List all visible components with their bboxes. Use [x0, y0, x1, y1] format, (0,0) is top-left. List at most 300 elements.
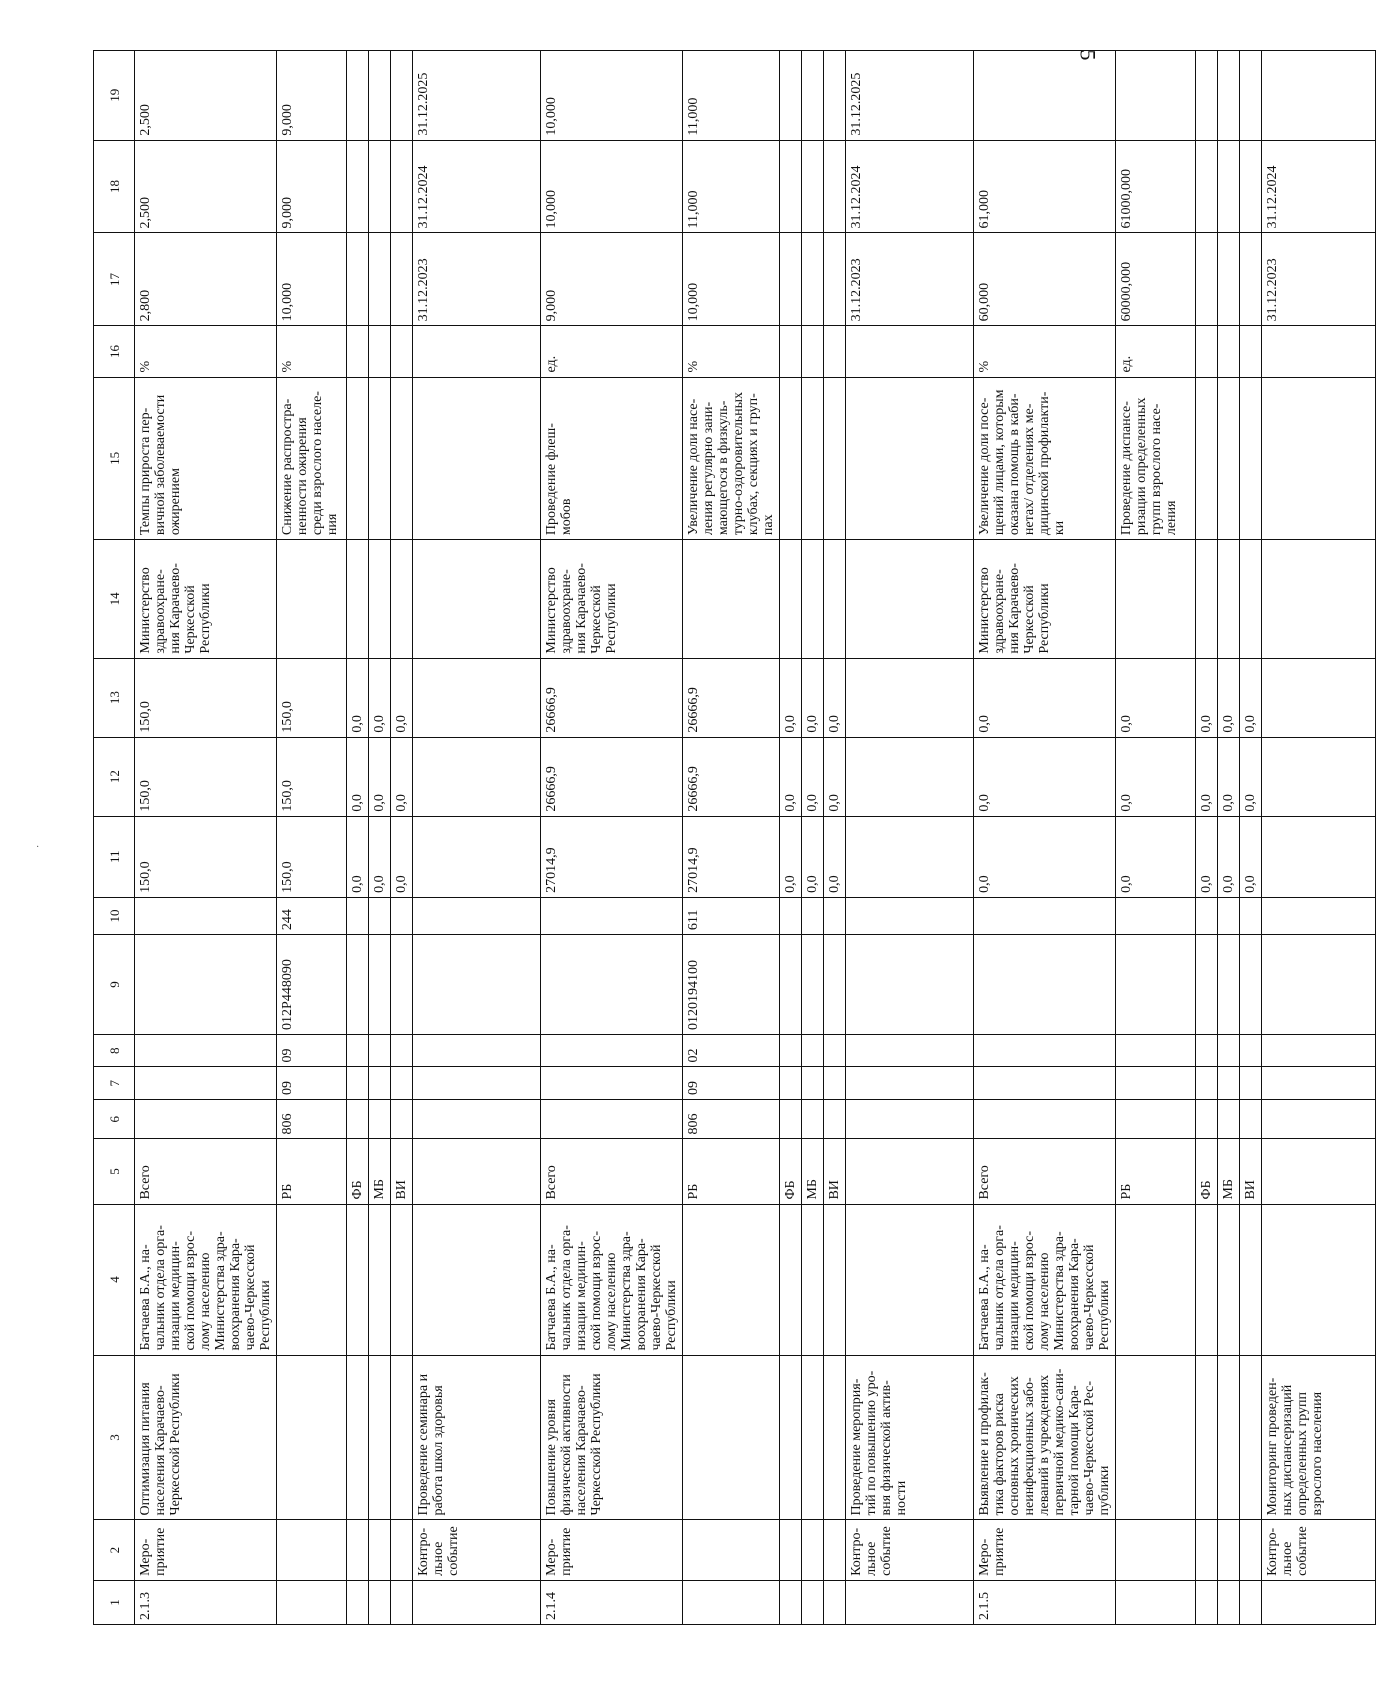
cell-indicator	[802, 377, 824, 540]
cell-indicator-2025: 2,500	[135, 51, 277, 141]
cell-value-2025: 0,0	[1116, 658, 1196, 737]
cell-indicator-2025	[347, 51, 369, 141]
cell-measure-title	[1218, 1355, 1240, 1520]
cell-indicator: Увеличение доли насе- ления регулярно зани- мающегося в физкуль- турно-оздоровительных клубах, секциях и груп- пах	[683, 377, 780, 540]
cell-value-2023: 27014,9	[683, 816, 780, 897]
cell-value-2025: 0,0	[391, 658, 413, 737]
cell-section-code	[1262, 1067, 1376, 1100]
cell-target-article: 0120194100	[683, 935, 780, 1035]
cell-indicator-2023: 2,800	[135, 233, 277, 326]
cell-value-2025: 0,0	[1196, 658, 1218, 737]
cell-indicator	[1218, 377, 1240, 540]
cell-measure-type	[391, 1520, 413, 1580]
cell-target-article	[780, 935, 802, 1035]
cell-executor: Министерство здравоохране- ния Карачаево- Черкесской Республики	[974, 540, 1116, 658]
cell-target-article	[1196, 935, 1218, 1035]
cell-value-2024: 150,0	[135, 737, 277, 816]
cell-value-2025: 26666,9	[683, 658, 780, 737]
cell-indicator-2023: 60,000	[974, 233, 1116, 326]
cell-funding-source: ФБ	[780, 1139, 802, 1204]
cell-unit	[391, 326, 413, 377]
cell-measure-title	[277, 1355, 347, 1520]
cell-responsible-person	[1218, 1204, 1240, 1355]
cell-indicator-2024	[347, 140, 369, 233]
cell-unit	[1196, 326, 1218, 377]
cell-responsible-person: Батчаева Б.А., на- чальник отдела орга- низации медицин- ской помощи взрос- лому населению Министерства здра- воохранения Кара- чаево-Черкесской Республики	[541, 1204, 683, 1355]
cell-indicator: Проведение диспансе- ризации определенных групп взрослого насе- ления	[1116, 377, 1196, 540]
col-header: 17	[94, 233, 135, 326]
cell-grbs-code	[391, 1100, 413, 1139]
cell-responsible-person	[347, 1204, 369, 1355]
cell-measure-title	[369, 1355, 391, 1520]
cell-value-2024	[413, 737, 541, 816]
cell-indicator-2024: 11,000	[683, 140, 780, 233]
cell-executor	[846, 540, 974, 658]
cell-measure-type	[277, 1520, 347, 1580]
cell-section-code	[1218, 1067, 1240, 1100]
cell-section-code	[369, 1067, 391, 1100]
cell-value-2024: 0,0	[974, 737, 1116, 816]
cell-value-2024: 0,0	[347, 737, 369, 816]
cell-grbs-code	[846, 1100, 974, 1139]
cell-row-number	[391, 1580, 413, 1624]
cell-subsection-code	[824, 1034, 846, 1067]
cell-subsection-code	[347, 1034, 369, 1067]
cell-indicator-2024	[369, 140, 391, 233]
cell-indicator-2024	[1196, 140, 1218, 233]
cell-subsection-code	[780, 1034, 802, 1067]
cell-unit: ед.	[1116, 326, 1196, 377]
cell-executor	[347, 540, 369, 658]
cell-subsection-code	[391, 1034, 413, 1067]
cell-indicator-2025: 31.12.2025	[413, 51, 541, 141]
cell-indicator-2023: 60000,000	[1116, 233, 1196, 326]
cell-value-2023: 0,0	[347, 816, 369, 897]
cell-grbs-code	[413, 1100, 541, 1139]
cell-measure-type	[369, 1520, 391, 1580]
cell-expense-type: 244	[277, 897, 347, 934]
cell-measure-type	[802, 1520, 824, 1580]
cell-indicator-2023	[824, 233, 846, 326]
cell-measure-type	[1240, 1520, 1262, 1580]
cell-measure-type	[347, 1520, 369, 1580]
cell-subsection-code	[1262, 1034, 1376, 1067]
cell-measure-type	[824, 1520, 846, 1580]
cell-value-2023: 0,0	[391, 816, 413, 897]
table-row	[824, 51, 846, 1625]
cell-value-2024: 0,0	[369, 737, 391, 816]
cell-indicator	[347, 377, 369, 540]
cell-subsection-code	[1218, 1034, 1240, 1067]
col-header: 16	[94, 326, 135, 377]
table-row	[541, 51, 683, 1625]
cell-indicator-2023: 9,000	[541, 233, 683, 326]
cell-indicator-2025	[1196, 51, 1218, 141]
cell-funding-source	[413, 1139, 541, 1204]
cell-indicator-2023: 10,000	[277, 233, 347, 326]
cell-expense-type	[974, 897, 1116, 934]
cell-indicator-2023: 10,000	[683, 233, 780, 326]
table-row	[1116, 51, 1196, 1625]
cell-row-number	[824, 1580, 846, 1624]
cell-responsible-person	[846, 1204, 974, 1355]
cell-expense-type	[541, 897, 683, 934]
cell-expense-type: 611	[683, 897, 780, 934]
cell-responsible-person	[824, 1204, 846, 1355]
cell-indicator: Темпы прироста пер- вичной заболеваемости ожирением	[135, 377, 277, 540]
cell-row-number	[683, 1580, 780, 1624]
cell-value-2024: 0,0	[780, 737, 802, 816]
cell-indicator-2025: 10,000	[541, 51, 683, 141]
cell-unit	[824, 326, 846, 377]
cell-measure-title: Выявление и профилак- тика факторов риска основных хронических неинфекционных забо- леваний в учреждениях первичной медико-сани- тарной помощи Кара- чаево-Черкесской Рес- публики	[974, 1355, 1116, 1520]
cell-grbs-code	[824, 1100, 846, 1139]
cell-value-2024: 26666,9	[541, 737, 683, 816]
cell-executor: Министерство здравоохране- ния Карачаево- Черкесской Республики	[541, 540, 683, 658]
cell-unit: %	[974, 326, 1116, 377]
cell-measure-type: Контро- льное событие	[846, 1520, 974, 1580]
cell-section-code	[541, 1067, 683, 1100]
cell-executor	[1116, 540, 1196, 658]
cell-grbs-code	[1196, 1100, 1218, 1139]
cell-value-2023	[846, 816, 974, 897]
col-header: 3	[94, 1355, 135, 1520]
cell-indicator-2025	[369, 51, 391, 141]
table-row	[802, 51, 824, 1625]
cell-value-2025: 0,0	[347, 658, 369, 737]
cell-indicator-2024	[824, 140, 846, 233]
cell-target-article	[1240, 935, 1262, 1035]
cell-section-code	[846, 1067, 974, 1100]
cell-indicator	[1240, 377, 1262, 540]
page-number: 5	[1075, 49, 1101, 61]
cell-grbs-code	[974, 1100, 1116, 1139]
cell-measure-title	[824, 1355, 846, 1520]
cell-funding-source: МБ	[369, 1139, 391, 1204]
cell-indicator-2025	[1218, 51, 1240, 141]
cell-value-2023	[1262, 816, 1376, 897]
cell-grbs-code	[135, 1100, 277, 1139]
cell-row-number	[1116, 1580, 1196, 1624]
cell-grbs-code	[802, 1100, 824, 1139]
cell-value-2024: 0,0	[824, 737, 846, 816]
cell-measure-type	[683, 1520, 780, 1580]
cell-responsible-person	[1116, 1204, 1196, 1355]
table-row	[780, 51, 802, 1625]
cell-target-article	[846, 935, 974, 1035]
cell-row-number	[369, 1580, 391, 1624]
cell-row-number	[413, 1580, 541, 1624]
cell-indicator-2025	[1262, 51, 1376, 141]
table-row	[391, 51, 413, 1625]
cell-value-2025: 0,0	[802, 658, 824, 737]
cell-unit	[1240, 326, 1262, 377]
cell-value-2024	[846, 737, 974, 816]
table-row	[1262, 51, 1376, 1625]
col-header: 4	[94, 1204, 135, 1355]
cell-subsection-code	[1196, 1034, 1218, 1067]
cell-value-2025	[413, 658, 541, 737]
cell-expense-type	[824, 897, 846, 934]
cell-indicator-2024	[802, 140, 824, 233]
cell-section-code: 09	[683, 1067, 780, 1100]
cell-indicator-2024	[1218, 140, 1240, 233]
table-row	[846, 51, 974, 1625]
cell-section-code	[780, 1067, 802, 1100]
cell-responsible-person	[683, 1204, 780, 1355]
col-header: 12	[94, 737, 135, 816]
cell-measure-type	[780, 1520, 802, 1580]
cell-indicator-2025	[824, 51, 846, 141]
cell-indicator	[413, 377, 541, 540]
cell-subsection-code: 09	[277, 1034, 347, 1067]
col-header: 14	[94, 540, 135, 658]
measures-table	[93, 50, 1376, 1625]
cell-grbs-code: 806	[277, 1100, 347, 1139]
cell-value-2025: 150,0	[277, 658, 347, 737]
cell-unit	[413, 326, 541, 377]
cell-measure-title: Мониторинг проведен- ных диспансеризаций определенных групп взрослого населения	[1262, 1355, 1376, 1520]
cell-funding-source: МБ	[1218, 1139, 1240, 1204]
cell-indicator-2023	[1240, 233, 1262, 326]
cell-indicator-2023	[391, 233, 413, 326]
cell-responsible-person: Батчаева Б.А., на- чальник отдела орга- низации медицин- ской помощи взрос- лому населению Министерства здра- воохранения Кара- чаево-Черкесской Республики	[974, 1204, 1116, 1355]
cell-unit	[780, 326, 802, 377]
cell-row-number	[1196, 1580, 1218, 1624]
cell-value-2023: 0,0	[780, 816, 802, 897]
cell-funding-source: МБ	[802, 1139, 824, 1204]
cell-measure-type: Меро- приятие	[135, 1520, 277, 1580]
table-row	[683, 51, 780, 1625]
cell-funding-source: ВИ	[824, 1139, 846, 1204]
cell-section-code	[135, 1067, 277, 1100]
cell-grbs-code	[1240, 1100, 1262, 1139]
cell-target-article	[824, 935, 846, 1035]
col-header: 7	[94, 1067, 135, 1100]
table-row	[974, 51, 1116, 1625]
cell-section-code	[1196, 1067, 1218, 1100]
cell-responsible-person	[780, 1204, 802, 1355]
cell-measure-title	[683, 1355, 780, 1520]
cell-measure-title: Проведение мероприя- тий по повышению уро- вня физической актив- ности	[846, 1355, 974, 1520]
cell-measure-title	[391, 1355, 413, 1520]
cell-funding-source: ФБ	[347, 1139, 369, 1204]
cell-expense-type	[391, 897, 413, 934]
table-row	[413, 51, 541, 1625]
cell-responsible-person	[1240, 1204, 1262, 1355]
cell-responsible-person	[369, 1204, 391, 1355]
cell-expense-type	[347, 897, 369, 934]
cell-section-code	[824, 1067, 846, 1100]
cell-grbs-code	[1116, 1100, 1196, 1139]
cell-target-article	[1218, 935, 1240, 1035]
cell-subsection-code	[135, 1034, 277, 1067]
cell-indicator-2024: 61,000	[974, 140, 1116, 233]
col-header: 18	[94, 140, 135, 233]
cell-target-article	[974, 935, 1116, 1035]
cell-row-number	[802, 1580, 824, 1624]
cell-measure-title	[802, 1355, 824, 1520]
cell-value-2024: 0,0	[1196, 737, 1218, 816]
col-header: 1	[94, 1580, 135, 1624]
cell-target-article	[541, 935, 683, 1035]
cell-indicator-2025	[802, 51, 824, 141]
col-header: 9	[94, 935, 135, 1035]
cell-target-article: 012Р448090	[277, 935, 347, 1035]
cell-unit	[1262, 326, 1376, 377]
cell-unit	[802, 326, 824, 377]
cell-row-number: 2.1.5	[974, 1580, 1116, 1624]
header-row	[94, 51, 135, 1625]
cell-measure-type: Контро- льное событие	[1262, 1520, 1376, 1580]
cell-value-2024: 0,0	[1218, 737, 1240, 816]
col-header: 2	[94, 1520, 135, 1580]
cell-executor	[391, 540, 413, 658]
cell-value-2025: 0,0	[1240, 658, 1262, 737]
cell-value-2023: 0,0	[824, 816, 846, 897]
cell-indicator-2025	[1240, 51, 1262, 141]
cell-value-2024: 0,0	[802, 737, 824, 816]
cell-section-code	[1116, 1067, 1196, 1100]
cell-responsible-person	[802, 1204, 824, 1355]
cell-expense-type	[135, 897, 277, 934]
cell-subsection-code	[802, 1034, 824, 1067]
cell-funding-source: РБ	[683, 1139, 780, 1204]
cell-measure-type: Меро- приятие	[541, 1520, 683, 1580]
cell-target-article	[413, 935, 541, 1035]
cell-indicator-2023	[1196, 233, 1218, 326]
cell-expense-type	[1116, 897, 1196, 934]
cell-executor	[824, 540, 846, 658]
cell-row-number	[1240, 1580, 1262, 1624]
cell-indicator: Проведение флеш- мобов	[541, 377, 683, 540]
cell-subsection-code	[1240, 1034, 1262, 1067]
cell-value-2023: 0,0	[802, 816, 824, 897]
table-row	[277, 51, 347, 1625]
col-header: 19	[94, 51, 135, 141]
cell-responsible-person	[277, 1204, 347, 1355]
cell-row-number	[1262, 1580, 1376, 1624]
cell-indicator-2025: 11,000	[683, 51, 780, 141]
cell-value-2023	[413, 816, 541, 897]
cell-section-code	[974, 1067, 1116, 1100]
table-row	[135, 51, 277, 1625]
cell-funding-source	[1262, 1139, 1376, 1204]
cell-indicator: Снижение распростра- ненности ожирения среди взрослого населе- ния	[277, 377, 347, 540]
cell-value-2024: 0,0	[391, 737, 413, 816]
cell-subsection-code	[541, 1034, 683, 1067]
cell-funding-source: Всего	[541, 1139, 683, 1204]
cell-measure-title	[347, 1355, 369, 1520]
cell-target-article	[369, 935, 391, 1035]
cell-grbs-code: 806	[683, 1100, 780, 1139]
cell-indicator-2024: 9,000	[277, 140, 347, 233]
cell-funding-source: Всего	[135, 1139, 277, 1204]
cell-measure-type	[1196, 1520, 1218, 1580]
cell-value-2025: 0,0	[369, 658, 391, 737]
cell-indicator-2025: 9,000	[277, 51, 347, 141]
cell-indicator-2025	[391, 51, 413, 141]
cell-indicator-2023	[802, 233, 824, 326]
cell-subsection-code	[846, 1034, 974, 1067]
cell-responsible-person: Батчаева Б.А., на- чальник отдела орга- низации медицин- ской помощи взрос- лому населению Министерства здра- воохранения Кара- чаево-Черкесской Республики	[135, 1204, 277, 1355]
cell-subsection-code	[413, 1034, 541, 1067]
cell-indicator	[369, 377, 391, 540]
col-header: 15	[94, 377, 135, 540]
col-header: 8	[94, 1034, 135, 1067]
cell-target-article	[1262, 935, 1376, 1035]
cell-value-2023: 0,0	[1240, 816, 1262, 897]
cell-section-code	[802, 1067, 824, 1100]
cell-value-2023: 0,0	[1196, 816, 1218, 897]
cell-grbs-code	[780, 1100, 802, 1139]
cell-indicator-2023	[369, 233, 391, 326]
cell-indicator-2025	[1116, 51, 1196, 141]
cell-funding-source	[846, 1139, 974, 1204]
cell-indicator-2024	[780, 140, 802, 233]
cell-value-2025: 26666,9	[541, 658, 683, 737]
cell-target-article	[135, 935, 277, 1035]
cell-value-2024: 0,0	[1116, 737, 1196, 816]
cell-indicator	[391, 377, 413, 540]
cell-measure-title	[1196, 1355, 1218, 1520]
cell-grbs-code	[1218, 1100, 1240, 1139]
cell-value-2025: 0,0	[780, 658, 802, 737]
cell-funding-source: ВИ	[391, 1139, 413, 1204]
cell-grbs-code	[541, 1100, 683, 1139]
cell-executor	[1262, 540, 1376, 658]
cell-row-number	[1218, 1580, 1240, 1624]
cell-measure-type: Контро- льное событие	[413, 1520, 541, 1580]
cell-value-2024: 26666,9	[683, 737, 780, 816]
cell-executor	[413, 540, 541, 658]
cell-value-2025	[846, 658, 974, 737]
cell-indicator-2024: 61000,000	[1116, 140, 1196, 233]
cell-expense-type	[1240, 897, 1262, 934]
cell-value-2025: 0,0	[824, 658, 846, 737]
cell-funding-source: РБ	[1116, 1139, 1196, 1204]
cell-indicator-2024: 31.12.2024	[413, 140, 541, 233]
cell-subsection-code	[1116, 1034, 1196, 1067]
cell-grbs-code	[347, 1100, 369, 1139]
cell-executor	[1218, 540, 1240, 658]
cell-indicator-2024: 31.12.2024	[846, 140, 974, 233]
cell-row-number	[846, 1580, 974, 1624]
cell-unit	[846, 326, 974, 377]
cell-value-2023: 0,0	[1218, 816, 1240, 897]
cell-target-article	[391, 935, 413, 1035]
cell-measure-type	[1116, 1520, 1196, 1580]
cell-unit: ед.	[541, 326, 683, 377]
cell-unit: %	[277, 326, 347, 377]
cell-expense-type	[802, 897, 824, 934]
cell-row-number	[780, 1580, 802, 1624]
cell-value-2024	[1262, 737, 1376, 816]
table-row	[1196, 51, 1218, 1625]
cell-responsible-person	[391, 1204, 413, 1355]
cell-indicator-2023	[347, 233, 369, 326]
cell-executor	[1196, 540, 1218, 658]
cell-value-2023: 27014,9	[541, 816, 683, 897]
cell-indicator-2025	[780, 51, 802, 141]
cell-value-2024: 150,0	[277, 737, 347, 816]
cell-indicator	[846, 377, 974, 540]
cell-measure-title: Оптимизация питания населения Карачаево-Черкесской Республики	[135, 1355, 277, 1520]
cell-value-2025: 0,0	[974, 658, 1116, 737]
cell-expense-type	[1262, 897, 1376, 934]
cell-target-article	[802, 935, 824, 1035]
cell-value-2023: 0,0	[369, 816, 391, 897]
